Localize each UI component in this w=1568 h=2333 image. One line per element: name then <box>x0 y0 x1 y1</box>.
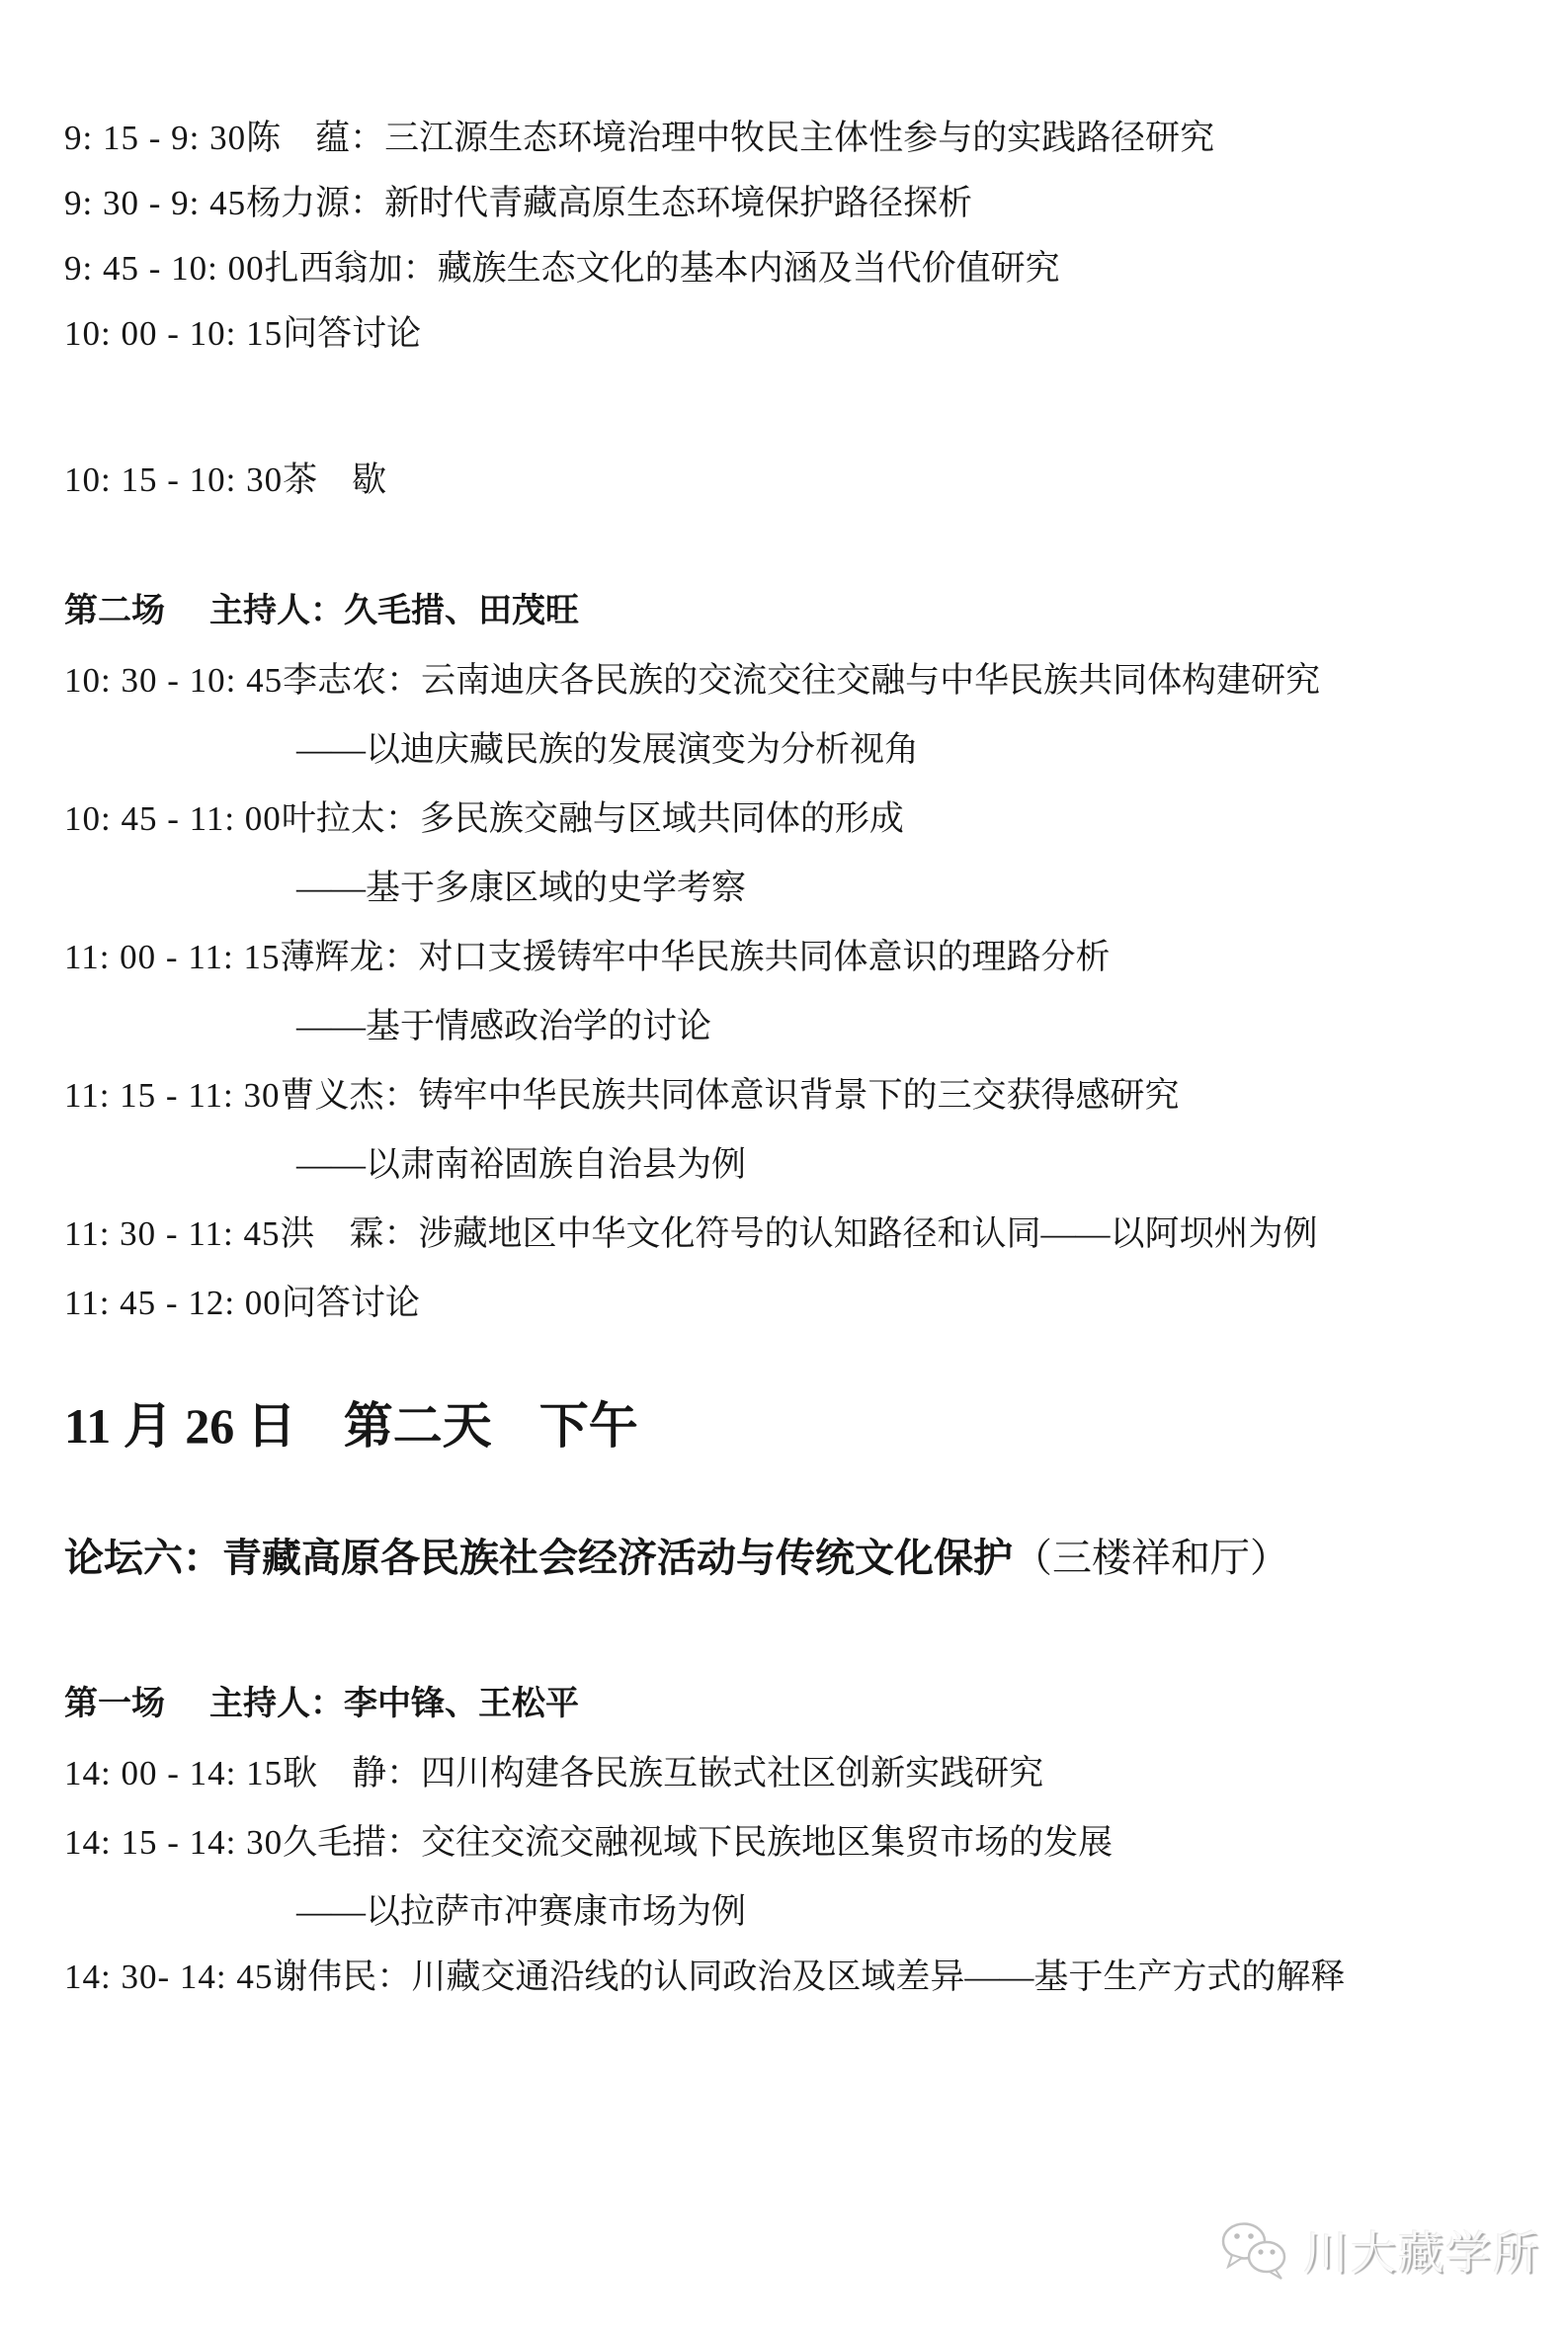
forum-title <box>64 1531 1528 1586</box>
day-heading <box>64 1396 1528 1456</box>
watermark <box>1218 2217 1540 2283</box>
agenda-speaker: 杨力源： <box>246 184 385 222</box>
wechat-icon <box>1218 2219 1293 2281</box>
agenda-time: 11: 15 - 11: 30 <box>64 1076 281 1115</box>
agenda-speaker: 薄辉龙： <box>280 938 419 976</box>
agenda-speaker: 谢伟民： <box>273 1958 412 1996</box>
agenda-speaker: 李志农： <box>283 661 422 700</box>
session-label: 第一场 <box>64 1686 165 1722</box>
agenda-subtitle: ——以肃南裕固族自治县为例 <box>296 1145 747 1184</box>
agenda-title: 新时代青藏高原生态环境保护路径探析 <box>384 184 973 222</box>
agenda-title: 铸牢中华民族共同体意识背景下的三交获得感研究 <box>418 1076 1180 1115</box>
agenda-title: 对口支援铸牢中华民族共同体意识的理路分析 <box>418 938 1111 976</box>
agenda-title: 问答讨论 <box>281 1284 420 1322</box>
agenda-speaker: 久毛措： <box>283 1823 422 1862</box>
session-label: 第二场 <box>64 593 165 629</box>
agenda-row <box>64 657 1528 705</box>
agenda-speaker: 洪 霖： <box>280 1214 419 1253</box>
agenda-time: 9: 30 - 9: 45 <box>64 184 247 222</box>
agenda-subtitle-row <box>296 1141 1528 1189</box>
agenda-subtitle: ——基于多康区域的史学考察 <box>296 869 747 907</box>
agenda-subtitle-row <box>296 865 1528 912</box>
agenda-speaker: 扎西翁加： <box>264 249 438 288</box>
forum-title-text: 论坛六：青藏高原各民族社会经济活动与传统文化保护 <box>64 1537 1013 1580</box>
agenda-time: 11: 45 - 12: 00 <box>64 1284 282 1322</box>
agenda-title: 三江源生态环境治理中牧民主体性参与的实践路径研究 <box>384 119 1215 157</box>
tea-break-label: 茶 歇 <box>283 460 387 499</box>
agenda-time: 9: 45 - 10: 00 <box>64 249 265 288</box>
agenda-title: 藏族生态文化的基本内涵及当代价值研究 <box>437 249 1060 288</box>
agenda-time: 10: 45 - 11: 00 <box>64 799 282 838</box>
agenda-speaker: 耿 静： <box>283 1754 422 1792</box>
agenda-title: 问答讨论 <box>283 314 422 353</box>
agenda-row <box>64 180 1528 227</box>
day-heading-date: 11 月 26 日 <box>64 1398 296 1454</box>
agenda-row <box>64 245 1528 292</box>
agenda-time: 14: 15 - 14: 30 <box>64 1823 284 1862</box>
agenda-subtitle: ——以拉萨市冲赛康市场为例 <box>296 1892 747 1931</box>
agenda-title: 涉藏地区中华文化符号的认知路径和认同——以阿坝州为例 <box>418 1214 1318 1253</box>
agenda-time: 11: 30 - 11: 45 <box>64 1214 281 1253</box>
agenda-speaker: 陈 蕴： <box>246 119 385 157</box>
session-header <box>64 588 1528 635</box>
agenda-speaker: 曹义杰： <box>280 1076 419 1115</box>
day-heading-period: 下午 <box>538 1398 638 1454</box>
agenda-title: 四川构建各民族互嵌式社区创新实践研究 <box>421 1754 1044 1792</box>
agenda-row-discussion <box>64 310 1528 358</box>
forum-location: （三楼祥和厅） <box>1013 1536 1289 1580</box>
agenda-time: 10: 30 - 10: 45 <box>64 661 284 700</box>
agenda-speaker: 叶拉太： <box>281 799 420 838</box>
agenda-row-discussion <box>64 1280 1528 1327</box>
session-header <box>64 1681 1528 1728</box>
agenda-time: 11: 00 - 11: 15 <box>64 938 281 976</box>
conference-program-page <box>0 115 1568 2001</box>
day-heading-day: 第二天 <box>343 1398 492 1454</box>
session-host: 主持人：李中锋、王松平 <box>209 1686 579 1722</box>
agenda-subtitle: ——基于情感政治学的讨论 <box>296 1007 712 1045</box>
agenda-row <box>64 1750 1528 1797</box>
agenda-row <box>64 1210 1528 1258</box>
agenda-title: 交往交流交融视域下民族地区集贸市场的发展 <box>421 1823 1114 1862</box>
agenda-subtitle: ——以迪庆藏民族的发展演变为分析视角 <box>296 730 920 769</box>
agenda-row <box>64 795 1528 843</box>
agenda-row <box>64 934 1528 981</box>
agenda-title: 多民族交融与区域共同体的形成 <box>419 799 904 838</box>
agenda-row <box>64 1072 1528 1120</box>
agenda-time: 9: 15 - 9: 30 <box>64 119 247 157</box>
agenda-title: 云南迪庆各民族的交流交往交融与中华民族共同体构建研究 <box>421 661 1321 700</box>
agenda-time: 10: 15 - 10: 30 <box>64 460 284 499</box>
agenda-row <box>64 1954 1528 2001</box>
agenda-time: 14: 30- 14: 45 <box>64 1958 274 1996</box>
agenda-title: 川藏交通沿线的认同政治及区域差异——基于生产方式的解释 <box>411 1958 1346 1996</box>
agenda-subtitle-row <box>296 1003 1528 1050</box>
watermark-label: 川大藏学所 <box>1303 2227 1540 2279</box>
agenda-subtitle-row <box>296 1888 1528 1936</box>
agenda-time: 10: 00 - 10: 15 <box>64 314 284 353</box>
session-host: 主持人：久毛措、田茂旺 <box>209 593 579 629</box>
tea-break-row <box>64 457 1528 504</box>
agenda-time: 14: 00 - 14: 15 <box>64 1754 284 1792</box>
agenda-row <box>64 115 1528 162</box>
agenda-row <box>64 1819 1528 1867</box>
agenda-subtitle-row <box>296 726 1528 774</box>
